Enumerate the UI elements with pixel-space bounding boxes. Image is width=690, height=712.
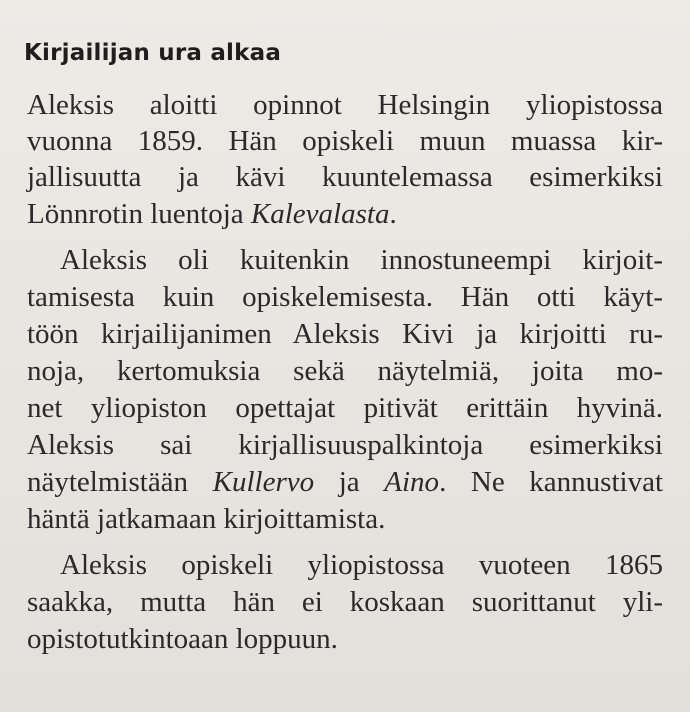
text-line: vuonna 1859. Hän opiskeli muun muassa kir-: [27, 125, 663, 157]
text-line: [27, 462, 663, 502]
text-line: opistotutkintoaan loppuun.: [27, 623, 338, 655]
section-heading: Kirjailijan ura alkaa: [24, 40, 282, 66]
text-line: töön kirjailijanimen Aleksis Kivi ja kirjoitti ru-: [27, 318, 663, 350]
text-line: Aleksis oli kuitenkin innostuneempi kirjoit-: [60, 244, 663, 276]
text-line: Aleksis opiskeli yliopistossa vuoteen 1865: [60, 549, 663, 581]
text-line: häntä jatkamaan kirjoittamista.: [27, 503, 386, 535]
text-segment: näytelmistään: [27, 466, 213, 498]
text-segment: Lönnrotin luentoja: [27, 198, 251, 230]
text-segment: . Ne kannustivat: [439, 466, 664, 498]
work-title-kalevala: Kalevalasta: [250, 198, 390, 230]
text-line: saakka, mutta hän ei koskaan suorittanut yli-: [27, 586, 663, 618]
text-line: Aleksis sai kirjallisuuspalkintoja esimerkiksi: [27, 429, 663, 461]
text-segment: ja: [314, 466, 385, 498]
text-line: jallisuutta ja kävi kuuntelemassa esimerkiksi: [27, 161, 663, 193]
work-title-aino: Aino: [384, 466, 440, 498]
text-line: [27, 194, 663, 234]
text-line: Aleksis aloitti opinnot Helsingin yliopistossa: [27, 89, 663, 121]
text-segment: .: [389, 198, 397, 230]
text-line: tamisesta kuin opiskelemisesta. Hän otti käyt-: [27, 281, 663, 313]
work-title-kullervo: Kullervo: [212, 466, 315, 498]
text-line: net yliopiston opettajat pitivät erittäin hyvinä.: [27, 392, 663, 424]
text-line: noja, kertomuksia sekä näytelmiä, joita mo-: [27, 355, 663, 387]
